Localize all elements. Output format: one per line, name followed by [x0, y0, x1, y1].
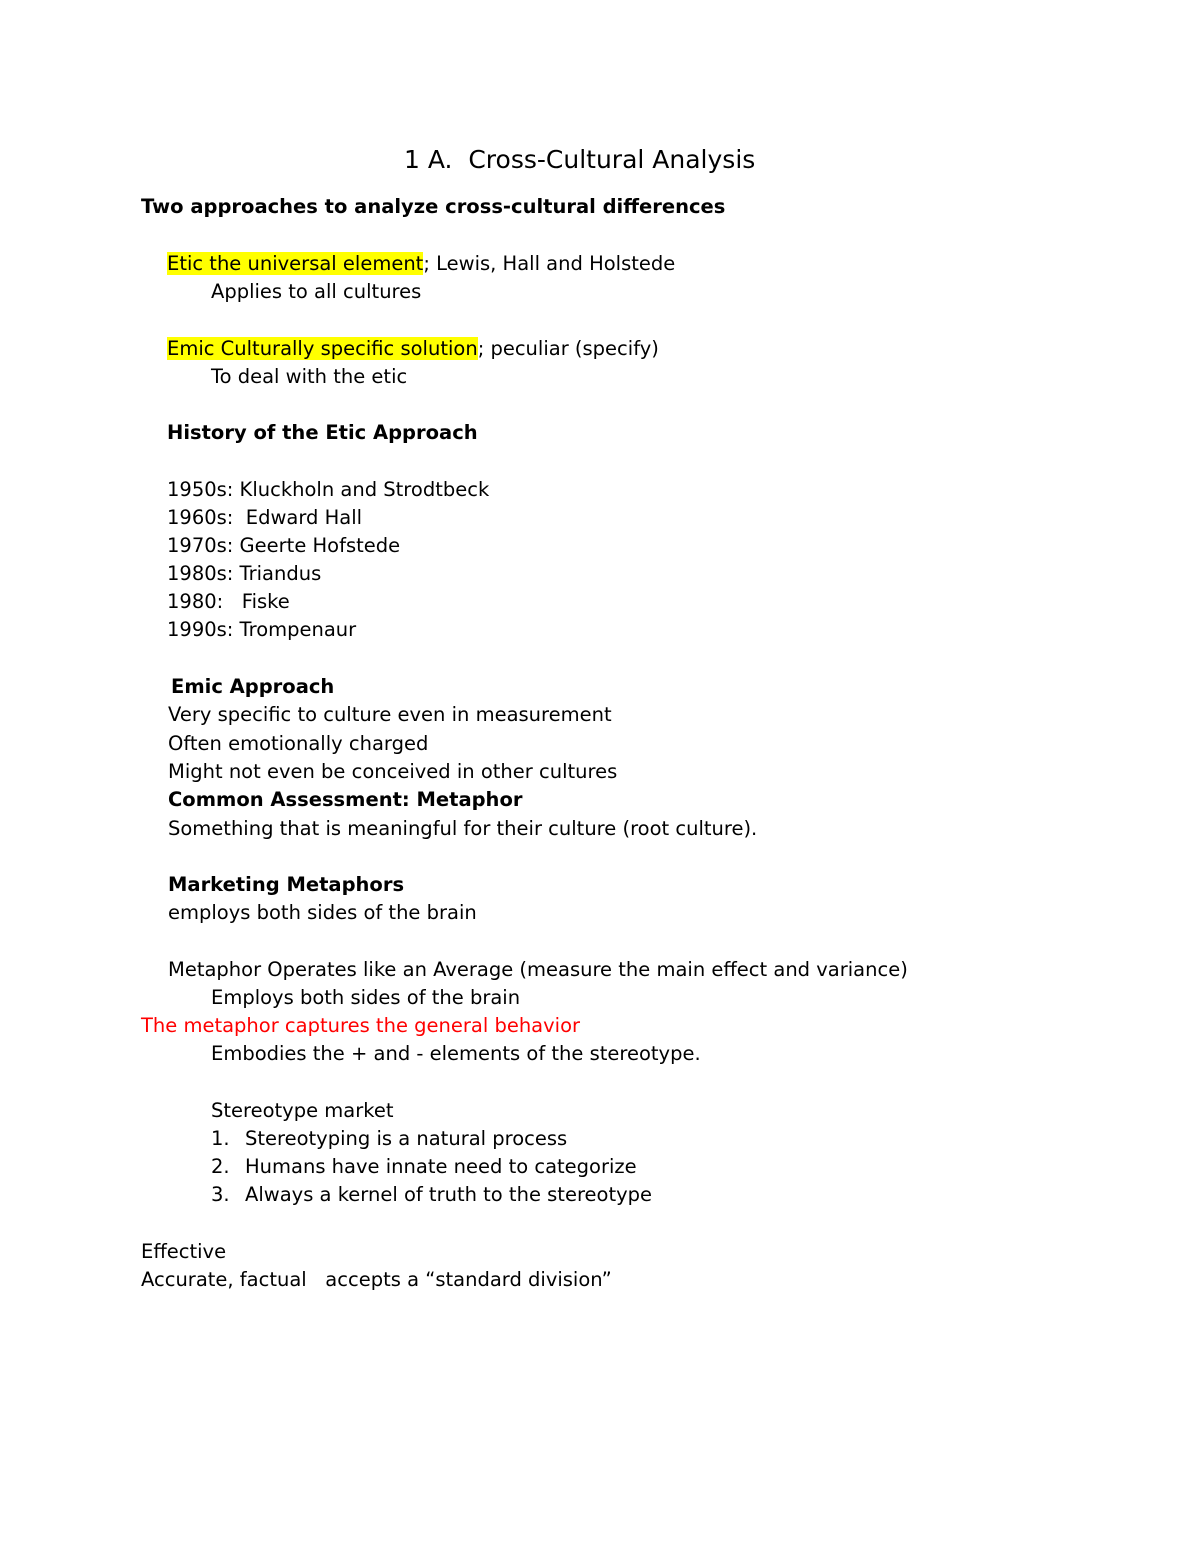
effective-heading: Effective	[141, 1240, 227, 1263]
assessment-text: Something that is meaningful for their culture (root culture).	[168, 817, 758, 840]
history-item: 1980s: Triandus	[167, 562, 322, 585]
list-text: Humans have innate need to categorize	[245, 1155, 637, 1178]
emic-highlight: Emic Culturally specific solution	[167, 337, 478, 360]
list-text: Always a kernel of truth to the stereotype	[245, 1183, 653, 1206]
emic-sub: To deal with the etic	[211, 365, 408, 388]
metaphor-red-line: The metaphor captures the general behavior	[141, 1014, 581, 1037]
emic-approach-line: Often emotionally charged	[168, 732, 429, 755]
list-item	[211, 1181, 652, 1209]
etic-highlight: Etic the universal element	[167, 252, 424, 275]
metaphor-sub2: Embodies the + and - elements of the stereotype.	[211, 1042, 701, 1065]
emic-approach-line: Very specific to culture even in measurement	[168, 703, 612, 726]
list-text: Stereotyping is a natural process	[245, 1127, 568, 1150]
history-item: 1990s: Trompenaur	[167, 618, 357, 641]
history-item: 1980: Fiske	[167, 590, 290, 613]
stereotype-heading: Stereotype market	[211, 1099, 394, 1122]
marketing-text: employs both sides of the brain	[168, 901, 477, 924]
history-item: 1970s: Geerte Hofstede	[167, 534, 401, 557]
list-number: 3.	[211, 1183, 230, 1206]
page-subtitle: Two approaches to analyze cross-cultural differences	[141, 195, 726, 218]
page-title: 1 A. Cross-Cultural Analysis	[404, 145, 756, 174]
history-item: 1960s: Edward Hall	[167, 506, 363, 529]
emic-approach-heading: Emic Approach	[171, 675, 335, 698]
assessment-heading: Common Assessment: Metaphor	[168, 788, 523, 811]
metaphor-sub: Employs both sides of the brain	[211, 986, 521, 1009]
etic-sub: Applies to all cultures	[211, 280, 422, 303]
effective-text: Accurate, factual accepts a “standard division”	[141, 1268, 612, 1291]
list-number: 1.	[211, 1127, 230, 1150]
emic-rest: ; peculiar (specify)	[477, 337, 659, 360]
list-number: 2.	[211, 1155, 230, 1178]
emic-line	[167, 335, 659, 363]
metaphor-line: Metaphor Operates like an Average (measure the main effect and variance)	[168, 958, 908, 981]
history-heading: History of the Etic Approach	[167, 421, 478, 444]
etic-rest: ; Lewis, Hall and Holstede	[423, 252, 676, 275]
list-item	[211, 1125, 567, 1153]
emic-approach-line: Might not even be conceived in other cultures	[168, 760, 618, 783]
history-item: 1950s: Kluckholn and Strodtbeck	[167, 478, 490, 501]
etic-line	[167, 250, 675, 278]
marketing-heading: Marketing Metaphors	[168, 873, 405, 896]
list-item	[211, 1153, 637, 1181]
